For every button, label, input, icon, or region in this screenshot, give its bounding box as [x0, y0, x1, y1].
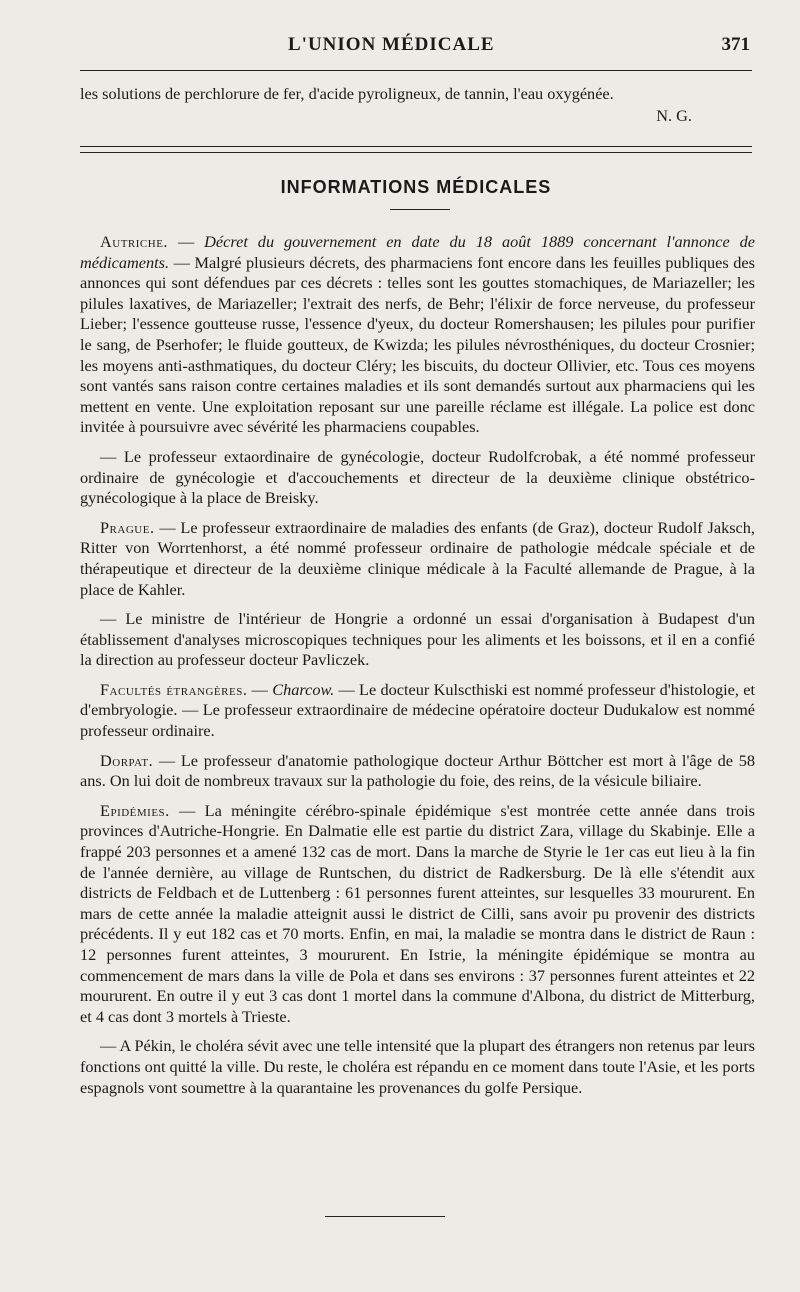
news-item-peking-cholera — [80, 1036, 755, 1098]
news-item-austria-decree: Autriche. — Décret du gouvernement en date du 18 août 1889 concernant l'annonce de médicaments. — Malgré plusieurs décrets, des pharmaciens font encore dans les feuilles publiques des annonces qui sont défendues par ces décrets : telles sont les gouttes stomachiques, de Mariazeller; les pilules laxatives, de Mariazeller; l'extrait des nerfs, de Behr; l'élixir de force nerveuse, du professeur Lieber; l'essence goutteuse russe, l'essence d'yeux, du docteur Romershausen; les pilules pour purifier le sang, de Pserhofer; le fluide goutteux, de Kwizda; les pilules névrosthéniques, du docteur Crosnier; les moyens anti-asthmatiques, du docteur Cléry; les biscuits, du docteur Ollivier, etc. Tous ces moyens sont vantés sans raison contre certaines maladies et ils sont demandés surtout aux pharmaciens qui les mettent en vente. Une exploitation reposant sur une pareille réclame est illégale. La police est donc invitée à poursuivre avec sévérité les pharmaciens coupables. — [80, 232, 755, 437]
item-text: — Malgré plusieurs décrets, des pharmaciens font encore dans les feuilles publiques des annonces qui sont défendues par ces décrets : telles sont les gouttes stomachiques, de Mariazeller; les pilules laxatives, de Mariazeller; l'extrait des nerfs, de Behr; l'élixir de force nerveuse, du professeur Lieber; l'essence goutteuse russe, l'essence d'yeux, du docteur Romershausen; les pilules pour purifier le sang, de Pserhofer; le fluide goutteux, de Kwizda; les pilules névrosthéniques, du docteur Crosnier; les moyens anti-asthmatiques, du docteur Cléry; les biscuits, du docteur Ollivier, etc. Tous ces moyens sont vantés sans raison contre certaines maladies et ils sont demandés surtout aux pharmaciens qui les mettent en vente. Une exploitation reposant sur une pareille réclame est illégale. La police est donc invitée à poursuivre avec sévérité les pharmaciens coupables. — [80, 252, 755, 437]
item-place: Epidémies. — [100, 800, 170, 820]
item-text: — Le ministre de l'intérieur de Hongrie a ordonné un essai d'organisation à Budapest d'un établissement d'analyses microscopiques techniques pour les aliments et les boissons, et il en a confié la direction au professeur docteur Pavliczek. — [80, 609, 755, 670]
news-item-budapest — [80, 609, 755, 671]
item-title: Décret du gouvernement en date du 18 août 1889 concernant l'annonce de médicaments. — [80, 232, 755, 272]
item-place: Dorpat. — [100, 750, 154, 770]
closing-rule — [325, 1216, 445, 1217]
news-item-prague — [80, 518, 755, 600]
page-header — [80, 34, 760, 62]
news-item-dorpat — [80, 751, 755, 792]
item-place: Prague. — [100, 517, 155, 537]
item-place: Facultés étrangères. — [100, 679, 248, 699]
item-text: — Le professeur extaordinaire de gynécologie, docteur Rudolfcrobak, a été nommé professeur ordinaire de gynécologie et d'accouchements et directeur de la deuxième clinique obstétrico-gynécologique à la place de Breisky. — [80, 446, 755, 508]
news-item-epidemics — [80, 801, 755, 1028]
page-number: 371 — [721, 34, 750, 55]
news-item-gynecology — [80, 447, 755, 509]
section-divider — [80, 146, 752, 153]
header-rule — [80, 70, 752, 71]
previous-article-closing: les solutions de perchlorure de fer, d'acide pyroligneux, de tannin, l'eau oxygénée. — [80, 84, 614, 103]
item-text: — Le docteur Kulscthiski est nommé professeur d'histologie, et d'embryologie. — Le professeur extraordinaire de médecine opératoire docteur Dudukalow est nommé professeur ordinaire. — [80, 679, 756, 741]
item-title: Charcow. — [272, 679, 335, 699]
item-text: — Le professeur extraordinaire de maladies des enfants (de Graz), docteur Rudolf Jaksch, Ritter von Worrtenhorst, a été nommé professeur ordinaire de pathologie médcale spéciale et de thérapeutique et directeur de la deuxième clinique médicale à la Faculté allemande de Prague, à la place de Kahler. — [80, 517, 755, 599]
item-text: — La méningite cérébro-spinale épidémique s'est montrée cette année dans trois provinces d'Autriche-Hongrie. En Dalmatie elle est partie du district Zara, village du Skabinje. Elle a frappé 203 personnes et a amené 132 cas de mort. Dans la marche de Styrie le 1er cas eut lieu à la fin de l'année dernière, au village de Runtschen, du district de Radkersburg. De là elle s'étendit aux districts de Feldbach et de Luttenberg : 61 personnes furent atteintes, sur lesquelles 33 moururent. En mars de cette année la maladie atteignit aussi le district de Cilli, sans avoir pu provenir des districts précédents. Il y eut 182 cas et 70 morts. Enfin, en mai, la maladie se montra dans le district de Raun : 12 personnes furent atteintes, 3 moururent. En Istrie, la méningite épidémique se montra au commencement de mars dans la ville de Pola et dans ses environs : 37 personnes furent atteintes et 22 moururent. En outre il y eut 3 cas dont 1 mortel dans la commune d'Albona, du district de Mitterburg, et 4 cas dont 3 mortels à Trieste. — [80, 800, 755, 1026]
item-text: — A Pékin, le choléra sévit avec une telle intensité que la plupart des étrangers non retenus par leurs fonctions ont quitté la ville. Du reste, le choléra est répandu en ce moment dans toute l'Asie, et les ports espagnols vont soumettre à la quarantaine les provenances du golfe Persique. — [80, 1036, 755, 1097]
item-text: — Le professeur d'anatomie pathologique docteur Arthur Böttcher est mort à l'âge de 58 ans. On lui doit de nombreux travaux sur la pathologie du foie, des reins, de la vésicule biliaire. — [80, 750, 755, 791]
news-item-foreign-faculties: Facultés étrangères. — Charcow. — Le docteur Kulscthiski est nommé professeur d'histologie, et d'embryologie. — Le professeur extraordinaire de médecine opératoire docteur Dudukalow est nommé professeur ordinaire. — [80, 679, 756, 741]
running-title: L'UNION MÉDICALE — [288, 34, 495, 55]
section-title: INFORMATIONS MÉDICALES — [280, 177, 552, 197]
item-place: Autriche. — [100, 232, 168, 251]
news-items — [80, 232, 755, 1107]
title-underline — [390, 209, 450, 210]
previous-article-signature: N. G. — [656, 106, 692, 125]
